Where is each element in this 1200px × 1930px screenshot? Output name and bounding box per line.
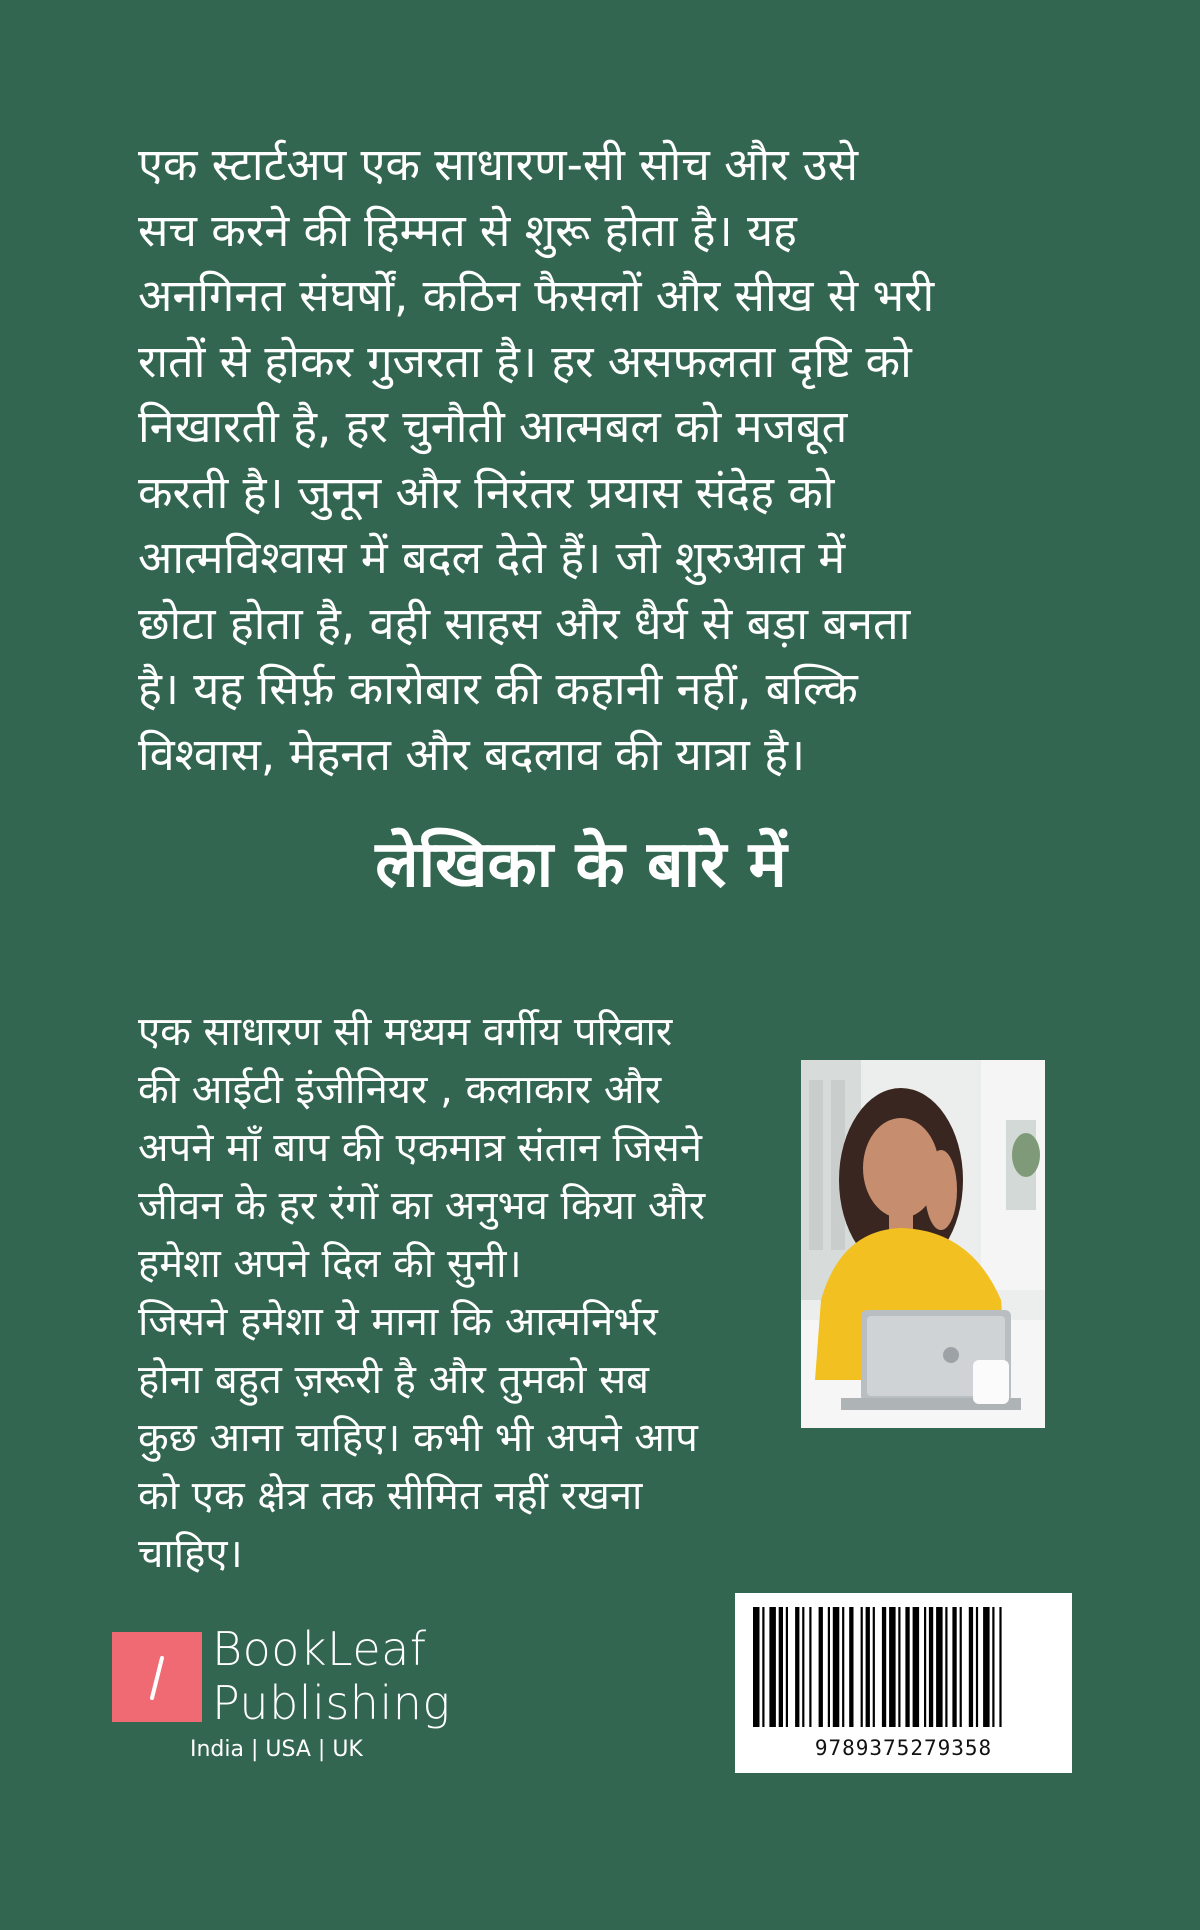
barcode-bar [913,1607,920,1727]
barcode-bar [983,1607,990,1727]
barcode-bar [819,1607,823,1727]
barcode-bar [866,1607,870,1727]
publisher-logo-icon [112,1632,202,1722]
barcode-bar [936,1607,943,1727]
isbn-barcode [735,1593,1072,1773]
publisher-name-line1: BookLeaf [212,1622,427,1676]
barcode-bars [735,1593,1072,1733]
barcode-bar [802,1607,804,1727]
barcode-bar [828,1607,830,1727]
publisher-name [212,1622,451,1730]
back-cover-blurb [138,132,1018,787]
barcode-bar [849,1607,853,1727]
slash-icon [112,1632,202,1722]
about-author-heading: लेखिका के बारे में [375,828,787,902]
barcode-bar [861,1607,863,1727]
blurb-line: सच करने की हिम्मत से शुरू होता है। यह [138,203,797,257]
barcode-bar [976,1607,978,1727]
barcode-bar [786,1607,788,1727]
barcode-bar [924,1607,926,1727]
isbn-number: 9789375279358 [814,1736,993,1760]
barcode-bar [882,1607,886,1727]
barcode-bar [779,1607,783,1727]
barcode-bar [809,1607,811,1727]
bio-line: जीवन के हर रंगों का अनुभव किया और [138,1183,706,1229]
barcode-bar [873,1607,875,1727]
barcode-bar [992,1607,994,1727]
blurb-line: विश्वास, मेहनत और बदलाव की यात्रा है। [138,727,806,781]
bio-line: अपने माँ बाप की एकमात्र संतान जिसने [138,1125,702,1171]
blurb-line: निखारती है, हर चुनौती आत्मबल को मजबूत [138,400,848,453]
author-photo-illustration [801,1060,1045,1428]
barcode-bar [999,1607,1001,1727]
bio-line: जिसने हमेशा ये माना कि आत्मनिर्भर [138,1299,658,1345]
barcode-bar [842,1607,844,1727]
barcode-bar [945,1607,947,1727]
bio-line: की आईटी इंजीनियर , कलाकार और [138,1067,662,1113]
barcode-bar [753,1607,760,1727]
bio-line: कुछ आना चाहिए। कभी भी अपने आप [138,1415,698,1461]
barcode-bar [769,1607,776,1727]
barcode-bar [898,1607,900,1727]
barcode-bar [762,1607,764,1727]
bio-line: हमेशा अपने दिल की सुनी। [138,1241,522,1287]
barcode-bar [952,1607,956,1727]
barcode-bar [833,1607,840,1727]
barcode-bar [969,1607,973,1727]
barcode-bar [929,1607,933,1727]
bio-line: को एक क्षेत्र तक सीमित नहीं रखना [138,1473,643,1519]
blurb-line: एक स्टार्टअप एक साधारण-सी सोच और उसे [138,138,859,191]
barcode-bar [795,1607,799,1727]
bio-line: चाहिए। [138,1531,243,1577]
bio-line: होना बहुत ज़रूरी है और तुमको सब [138,1357,650,1403]
barcode-bar [960,1607,962,1727]
blurb-line: करती है। जुनून और निरंतर प्रयास संदेह को [138,465,835,519]
blurb-line: रातों से होकर गुजरता है। हर असफलता दृष्टि को [138,334,912,388]
publisher-name-line2: Publishing [212,1676,451,1730]
barcode-bar [905,1607,909,1727]
author-bio [138,1003,778,1583]
blurb-line: अनगिनत संघर्षों, कठिन फैसलों और सीख से भरी [138,269,935,322]
author-photo [801,1060,1045,1428]
publisher-regions: India | USA | UK [190,1737,363,1762]
blurb-line: छोटा होता है, वही साहस और धैर्य से बड़ा बनता [138,596,911,650]
blurb-line: आत्मविश्वास में बदल देते हैं। जो शुरुआत में [138,531,846,584]
barcode-bar [889,1607,896,1727]
bio-line: एक साधारण सी मध्यम वर्गीय परिवार [138,1009,673,1055]
blurb-line: है। यह सिर्फ़ कारोबार की कहानी नहीं, बल्कि [138,662,858,715]
